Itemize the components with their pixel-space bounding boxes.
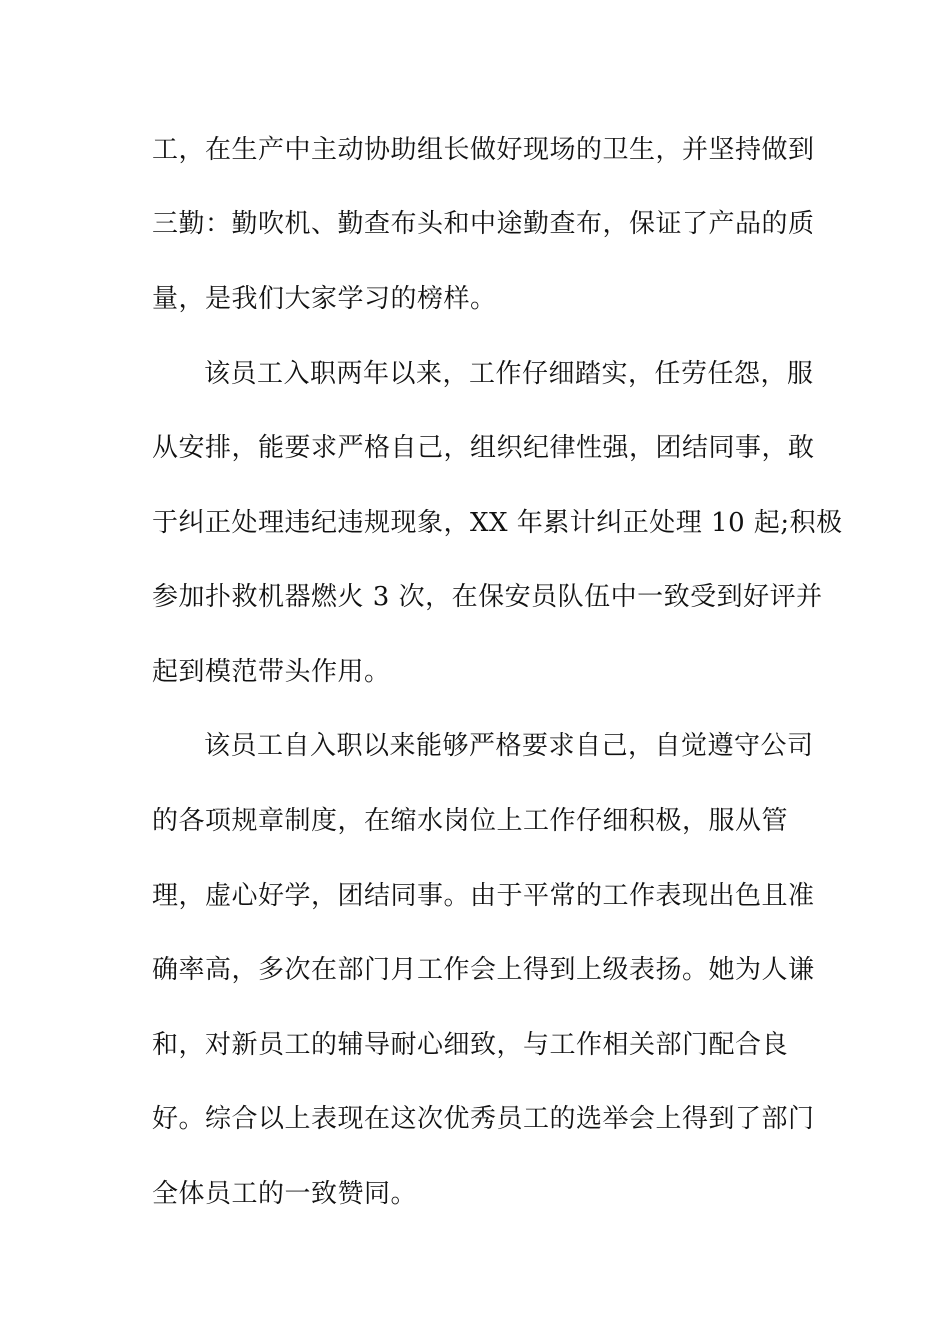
paragraph-1-line-2: 三勤：勤吹机、勤查布头和中途勤查布，保证了产品的质 — [152, 209, 815, 239]
paragraph-1-line-3: 量，是我们大家学习的榜样。 — [152, 284, 497, 314]
paragraph-3-line-1: 该员工自入职以来能够严格要求自己，自觉遵守公司 — [204, 731, 814, 761]
paragraph-3-line-7: 全体员工的一致赞同。 — [152, 1179, 418, 1209]
paragraph-3-line-6: 好。综合以上表现在这次优秀员工的选举会上得到了部门 — [152, 1104, 815, 1134]
paragraph-3-line-4: 确率高，多次在部门月工作会上得到上级表扬。她为人谦 — [152, 955, 815, 985]
paragraph-3-line-2: 的各项规章制度，在缩水岗位上工作仔细积极，服从管 — [152, 806, 789, 836]
paragraph-2-line-5: 起到模范带头作用。 — [152, 657, 391, 687]
paragraph-2-line-1: 该员工入职两年以来，工作仔细踏实，任劳任怨，服 — [204, 359, 814, 389]
paragraph-3-line-5: 和，对新员工的辅导耐心细致，与工作相关部门配合良 — [152, 1030, 789, 1060]
paragraph-2-line-4: 参加扑救机器燃火 3 次，在保安员队伍中一致受到好评并 — [152, 582, 823, 612]
paragraph-1-line-1: 工，在生产中主动协助组长做好现场的卫生，并坚持做到 — [152, 135, 815, 165]
paragraph-2-line-3: 于纠正处理违纪违规现象，XX 年累计纠正处理 10 起;积极 — [152, 508, 843, 538]
paragraph-3-line-3: 理，虚心好学，团结同事。由于平常的工作表现出色且准 — [152, 881, 815, 911]
paragraph-2-line-2: 从安排，能要求严格自己，组织纪律性强，团结同事，敢 — [152, 433, 815, 463]
